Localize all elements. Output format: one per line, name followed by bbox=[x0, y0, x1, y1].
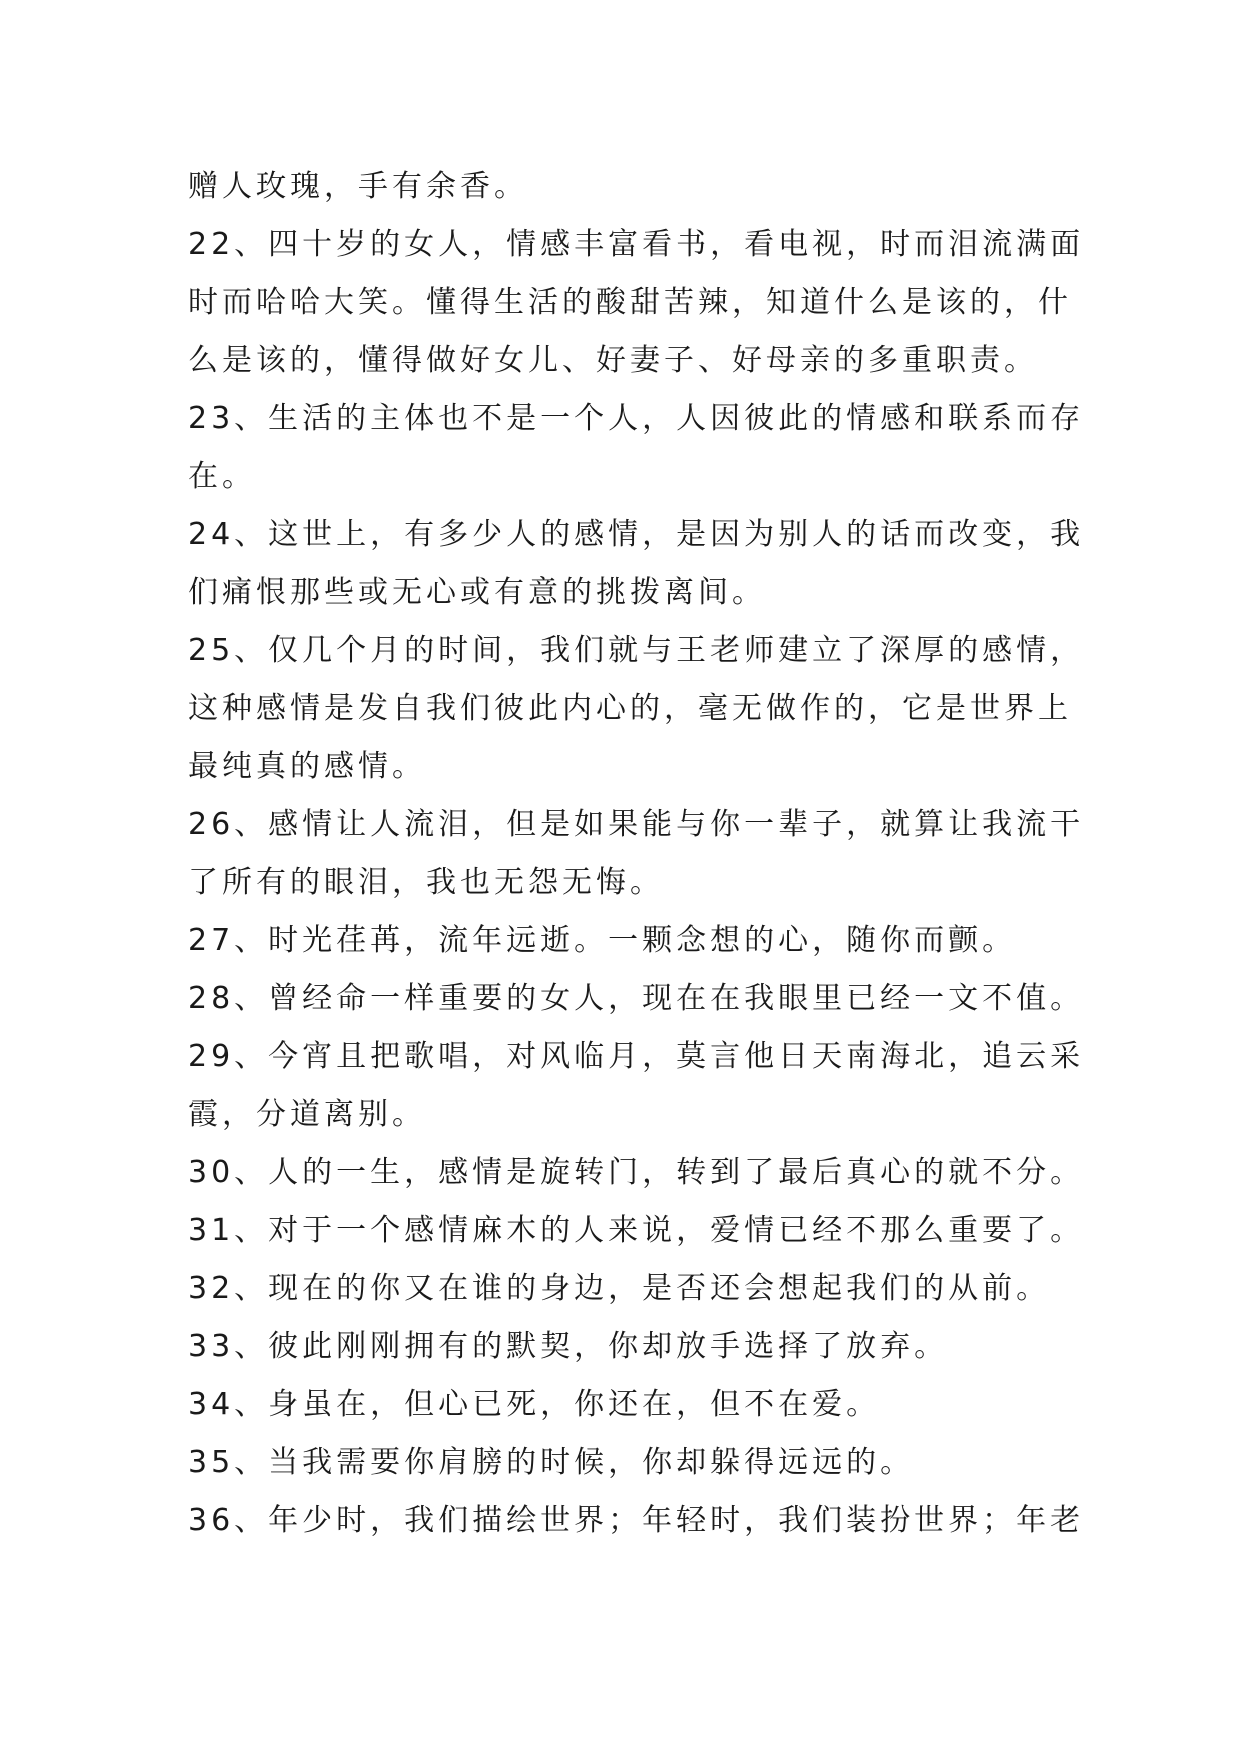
text-line: 22、四十岁的女人，情感丰富看书，看电视，时而泪流满面 bbox=[188, 227, 1085, 262]
text-line: 霞，分道离别。 bbox=[188, 1097, 426, 1132]
text-line: 28、曾经命一样重要的女人，现在在我眼里已经一文不值。 bbox=[188, 981, 1085, 1016]
text-line: 31、对于一个感情麻木的人来说，爱情已经不那么重要了。 bbox=[188, 1213, 1085, 1248]
text-line: 在。 bbox=[188, 459, 256, 494]
text-line: 么是该的，懂得做好女儿、好妻子、好母亲的多重职责。 bbox=[188, 343, 1038, 378]
text-line: 23、生活的主体也不是一个人，人因彼此的情感和联系而存 bbox=[188, 401, 1085, 436]
text-line: 赠人玫瑰，手有余香。 bbox=[188, 169, 528, 204]
text-line: 24、这世上，有多少人的感情，是因为别人的话而改变，我 bbox=[188, 517, 1085, 552]
text-line: 32、现在的你又在谁的身边，是否还会想起我们的从前。 bbox=[188, 1271, 1051, 1306]
text-line: 们痛恨那些或无心或有意的挑拨离间。 bbox=[188, 575, 766, 610]
text-line: 35、当我需要你肩膀的时候，你却躲得远远的。 bbox=[188, 1445, 915, 1480]
text-line: 了所有的眼泪，我也无怨无悔。 bbox=[188, 865, 664, 900]
document-body bbox=[188, 158, 1088, 1550]
text-line: 34、身虽在，但心已死，你还在，但不在爱。 bbox=[188, 1387, 881, 1422]
text-line: 这种感情是发自我们彼此内心的，毫无做作的，它是世界上 bbox=[188, 691, 1072, 726]
text-line: 36、年少时，我们描绘世界；年轻时，我们装扮世界；年老 bbox=[188, 1503, 1085, 1538]
text-line: 26、感情让人流泪，但是如果能与你一辈子，就算让我流干 bbox=[188, 807, 1085, 842]
text-line: 29、今宵且把歌唱，对风临月，莫言他日天南海北，追云采 bbox=[188, 1039, 1085, 1074]
text-line: 25、仅几个月的时间，我们就与王老师建立了深厚的感情， bbox=[188, 633, 1085, 668]
text-line: 30、人的一生，感情是旋转门，转到了最后真心的就不分。 bbox=[188, 1155, 1085, 1190]
text-line: 27、时光荏苒，流年远逝。一颗念想的心，随你而颤。 bbox=[188, 923, 1017, 958]
text-line: 最纯真的感情。 bbox=[188, 749, 426, 784]
text-line: 时而哈哈大笑。懂得生活的酸甜苦辣，知道什么是该的，什 bbox=[188, 285, 1072, 320]
text-line: 33、彼此刚刚拥有的默契，你却放手选择了放弃。 bbox=[188, 1329, 949, 1364]
